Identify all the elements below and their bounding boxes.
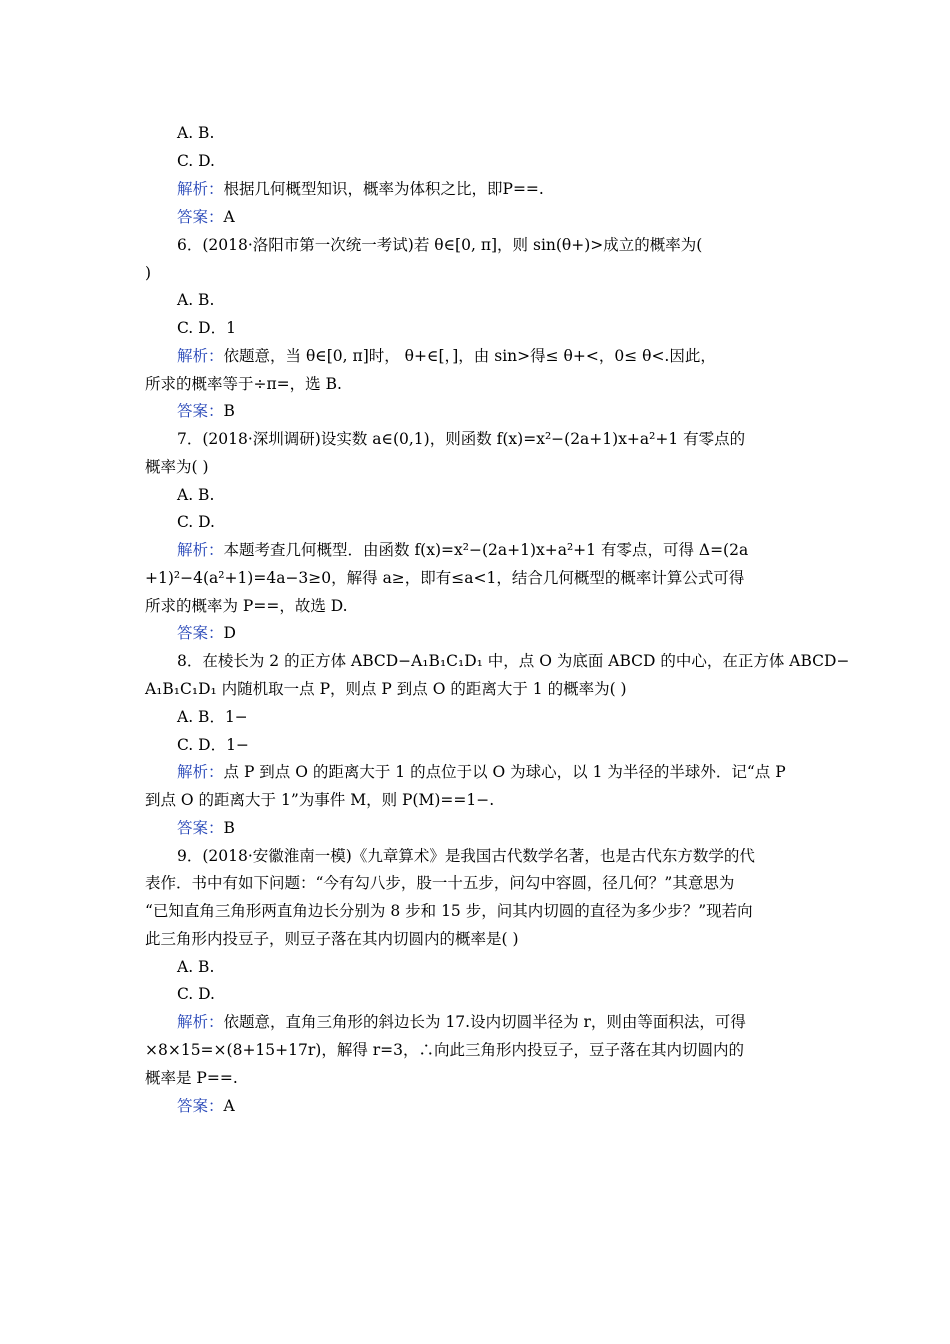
answer-label: 答案： [177,819,224,837]
q6-stem-cont: ) [145,264,152,282]
q9-solution-cont2: 概率是 P==. [145,1069,238,1087]
q9-stem-cont1: 表作．书中有如下问题：“今有勾八步，股一十五步，问勾中容圆，径几何？”其意思为 [145,874,735,892]
q7-answer: 答案：D [177,624,236,642]
q5-solution: 解析：根据几何概型知识，概率为体积之比，即P==. [177,180,544,198]
q9-answer: 答案：A [177,1097,235,1115]
answer-label: 答案： [177,208,224,226]
solution-label: 解析： [177,1013,224,1031]
q8-options-ab: A. B．1− [177,708,248,726]
solution-label: 解析： [177,541,224,559]
answer-label: 答案： [177,624,224,642]
q6-answer: 答案：B [177,402,235,420]
q6-stem: 6．(2018·洛阳市第一次统一考试)若 θ∈[0, π]，则 sin(θ+)>成立的概率为( [177,236,703,254]
q6-solution: 解析：依题意，当 θ∈[0, π]时， θ+∈[，]，由 sin>得≤ θ+<，0≤ θ<.因此， [177,347,716,365]
q8-solution: 解析：点 P 到点 O 的距离大于 1 的点位于以 O 为球心，以 1 为半径的半球外．记“点 P [177,763,786,781]
q7-stem-cont: 概率为( ) [145,458,209,476]
q8-options-cd: C. D．1− [177,736,249,754]
q7-options-ab: A. B. [177,486,215,504]
q7-options-cd: C. D. [177,513,215,531]
q6-options-cd: C. D．1 [177,319,236,337]
q8-answer: 答案：B [177,819,235,837]
q9-solution-cont1: ×8×15=×(8+15+17r)，解得 r=3，∴向此三角形内投豆子，豆子落在其内切圆内的 [145,1041,745,1059]
answer-label: 答案： [177,1097,224,1115]
q5-options-ab: A. B. [177,124,215,142]
q9-stem-cont2: “已知直角三角形两直角边长分别为 8 步和 15 步，问其内切圆的直径为多少步？”现若向 [145,902,753,920]
q5-answer: 答案：A [177,208,235,226]
answer-label: 答案： [177,402,224,420]
q8-stem-cont: A₁B₁C₁D₁ 内随机取一点 P，则点 P 到点 O 的距离大于 1 的概率为( ) [145,680,627,698]
q9-solution: 解析：依题意，直角三角形的斜边长为 17.设内切圆半径为 r，则由等面积法，可得 [177,1013,746,1031]
solution-label: 解析： [177,180,224,198]
q7-solution: 解析：本题考查几何概型．由函数 f(x)=x²−(2a+1)x+a²+1 有零点，可得 Δ=(2a [177,541,749,559]
q9-options-cd: C. D. [177,985,215,1003]
q5-options-cd: C. D. [177,152,215,170]
q8-solution-cont: 到点 O 的距离大于 1”为事件 M，则 P(M)==1−. [145,791,495,809]
q7-solution-cont1: +1)²−4(a²+1)=4a−3≥0，解得 a≥，即有≤a<1，结合几何概型的概率计算公式可得 [145,569,745,587]
q9-options-ab: A. B. [177,958,215,976]
q6-solution-cont: 所求的概率等于÷π=，选 B. [145,375,342,393]
solution-label: 解析： [177,763,224,781]
q9-stem-cont3: 此三角形内投豆子，则豆子落在其内切圆内的概率是( ) [145,930,519,948]
q6-options-ab: A. B. [177,291,215,309]
q8-stem: 8．在棱长为 2 的正方体 ABCD−A₁B₁C₁D₁ 中，点 O 为底面 ABCD 的中心，在正方体 ABCD− [177,652,850,670]
solution-label: 解析： [177,347,224,365]
q7-solution-cont2: 所求的概率为 P==，故选 D. [145,597,348,615]
q7-stem: 7．(2018·深圳调研)设实数 a∈(0,1)，则函数 f(x)=x²−(2a+1)x+a²+1 有零点的 [177,430,746,448]
q9-stem: 9．(2018·安徽淮南一模)《九章算术》是我国古代数学名著，也是古代东方数学的代 [177,847,755,865]
